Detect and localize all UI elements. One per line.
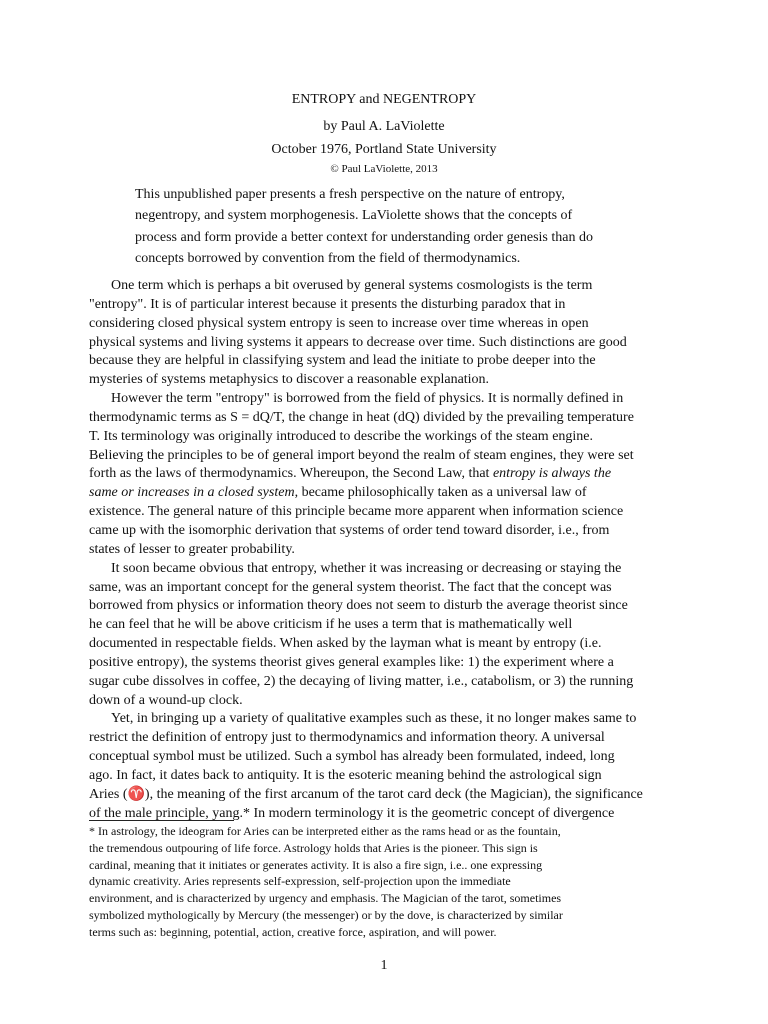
- body-line: T. Its terminology was originally introduced to describe the workings of the steam engine.: [89, 428, 594, 444]
- body-line: conceptual symbol must be utilized. Such a symbol has already been formulated, indeed, long: [89, 749, 615, 765]
- footnote-line: dynamic creativity. Aries represents self-expression, self-projection upon the immediate: [89, 874, 511, 889]
- body-line: of the male principle, yang.* In modern terminology it is the geometric concept of divergence: [89, 805, 615, 821]
- body-line: Believing the principles to be of general import beyond the realm of steam engines, they were set: [89, 447, 634, 463]
- body-line-text: , became philosophically taken as a universal law of: [294, 485, 587, 501]
- body-line: Yet, in bringing up a variety of qualitative examples such as these, it no longer makes same to: [111, 711, 637, 727]
- abstract: [135, 184, 655, 269]
- body-line: mysteries of systems metaphysics to discover a reasonable explanation.: [89, 372, 490, 388]
- body-line: ago. In fact, it dates back to antiquity. It is the esoteric meaning behind the astrological sign: [89, 767, 602, 783]
- body-line: "entropy". It is of particular interest because it presents the disturbing paradox that in: [89, 296, 566, 312]
- body-line: However the term "entropy" is borrowed from the field of physics. It is normally defined in: [111, 391, 624, 407]
- body-line: states of lesser to greater probability.: [89, 541, 295, 557]
- abstract-line: negentropy, and system morphogenesis. LaViolette shows that the concepts of: [135, 208, 573, 224]
- footnote-line: symbolized mythologically by Mercury (the messenger) or by the dove, is characterized by similar: [89, 907, 563, 922]
- body-line: down of a wound-up clock.: [89, 692, 243, 708]
- date-line: October 1976, Portland State University: [271, 142, 497, 157]
- body-line: he can feel that he will be above criticism if he uses a term that is mathematically well: [89, 617, 573, 633]
- body-line: because they are helpful in classifying system and lead the initiate to probe deeper into the: [89, 353, 596, 369]
- paper-title: ENTROPY and NEGENTROPY: [291, 92, 477, 107]
- footnote-line: environment, and is characterized by urgency and emphasis. The Magician of the tarot, sometimes: [89, 891, 562, 906]
- body-line: came up with the isomorphic derivation that systems of order tend toward disorder, i.e., from: [89, 522, 610, 538]
- abstract-line: process and form provide a better context for understanding order genesis than do: [135, 229, 593, 245]
- body-line: existence. The general nature of this principle became more apparent when information science: [89, 504, 624, 520]
- body-line: physical systems and living systems it appears to decrease over time. Such distinctions are good: [89, 334, 627, 350]
- abstract-line: This unpublished paper presents a fresh perspective on the nature of entropy,: [135, 187, 565, 202]
- footnote-line: terms such as: beginning, potential, action, creative force, aspiration, and will power.: [89, 924, 497, 939]
- abstract-line: concepts borrowed by convention from the field of thermodynamics.: [135, 250, 521, 266]
- footnote-line: the tremendous outpouring of life force. Astrology holds that Aries is the pioneer. This sign is: [89, 840, 538, 855]
- body-line: It soon became obvious that entropy, whether it was increasing or decreasing or staying the: [111, 560, 622, 576]
- body-line: considering closed physical system entropy is seen to increase over time whereas in open: [89, 315, 589, 331]
- copyright-notice: © Paul LaViolette, 2013: [330, 163, 438, 175]
- page-number: 1: [380, 958, 388, 973]
- body-line: same, was an important concept for the general system theorist. The fact that the concept was: [89, 579, 612, 595]
- body-line-text: forth as the laws of thermodynamics. Whereupon, the Second Law, that: [89, 466, 493, 482]
- body-line: positive entropy), the systems theorist gives general examples like: 1) the experiment where a: [89, 654, 614, 670]
- body-line: Aries (♈), the meaning of the first arcanum of the tarot card deck (the Magician), the significance: [89, 786, 643, 802]
- author-byline: by Paul A. LaViolette: [323, 119, 445, 134]
- emphasized-text: same or increases in a closed system: [89, 485, 295, 501]
- footnote-line: * In astrology, the ideogram for Aries can be interpreted either as the rams head or as the fountain,: [89, 824, 561, 838]
- body-line: restrict the definition of entropy just to thermodynamics and information theory. A universal: [89, 730, 605, 746]
- footnote-line: cardinal, meaning that it initiates or generates activity. It is also a fire sign, i.e.. one expressing: [89, 857, 543, 872]
- body-line: borrowed from physics or information theory does not seem to disturb the average theorist since: [89, 598, 628, 614]
- body-text: [89, 277, 689, 823]
- body-line: thermodynamic terms as S = dQ/T, the change in heat (dQ) divided by the prevailing temperature: [89, 409, 634, 425]
- footnote: [89, 823, 689, 941]
- body-line: documented in respectable fields. When asked by the layman what is meant by entropy (i.e.: [89, 636, 602, 652]
- emphasized-text: entropy is always the: [492, 466, 612, 482]
- body-line: [89, 465, 689, 484]
- footnote-divider: [89, 820, 234, 821]
- body-line: sugar cube dissolves in coffee, 2) the decaying of living matter, i.e., catabolism, or 3) the running: [89, 673, 634, 689]
- body-line: One term which is perhaps a bit overused by general systems cosmologists is the term: [111, 278, 593, 293]
- body-line: [89, 484, 689, 503]
